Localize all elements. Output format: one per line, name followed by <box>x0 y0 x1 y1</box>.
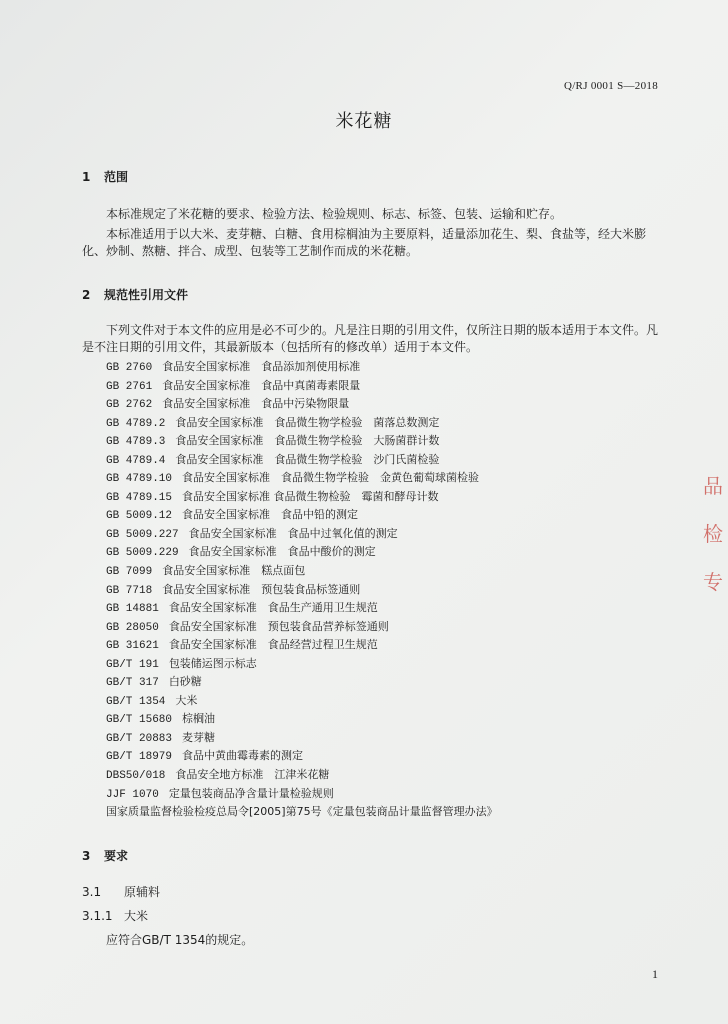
reference-code: GB 5009.229 <box>106 547 179 560</box>
subsubsection-number: 3.1.1 <box>82 909 113 923</box>
subsubsection-title: 大米 <box>124 909 149 923</box>
reference-code: GB 4789.10 <box>106 473 173 486</box>
reference-item <box>106 655 498 674</box>
reference-item <box>106 766 498 785</box>
reference-code: GB 4789.3 <box>106 436 166 449</box>
reference-name: 棕榈油 <box>182 712 216 726</box>
reference-item <box>106 395 498 414</box>
reference-code: GB 4789.2 <box>106 417 166 430</box>
reference-code: GB 2761 <box>106 380 153 393</box>
reference-name: 国家质量监督检验检疫总局令[2005]第75号《定量包装商品计量监督管理办法》 <box>106 805 498 819</box>
subsection-heading-raw-materials <box>82 883 160 900</box>
section-heading-refs <box>82 286 188 303</box>
reference-name: 食品安全国家标准 食品微生物学检验 金黄色葡萄球菌检验 <box>182 471 480 485</box>
reference-name: 食品安全国家标准 食品微生物学检验 大肠菌群计数 <box>175 434 440 448</box>
reference-item <box>106 414 498 433</box>
reference-code: GB 28050 <box>106 621 159 634</box>
reference-name: 食品安全国家标准 食品中酸价的测定 <box>188 545 376 559</box>
reference-name: 食品安全国家标准 预包装食品营养标签通则 <box>168 619 389 633</box>
reference-name: 食品安全国家标准 食品中真菌毒素限量 <box>162 378 361 392</box>
page-number: 1 <box>652 967 658 981</box>
reference-name: 食品安全国家标准 食品中铅的测定 <box>182 508 359 522</box>
reference-item <box>106 636 498 655</box>
rice-requirement-text: 应符合GB/T 1354的规定。 <box>106 933 254 947</box>
seal-stamp <box>703 462 728 632</box>
reference-code: GB 5009.227 <box>106 528 179 541</box>
reference-name: 食品安全国家标准 糕点面包 <box>162 564 306 578</box>
document-code: Q/RJ 0001 S—2018 <box>563 80 658 92</box>
reference-name: 食品安全国家标准 食品微生物学检验 沙门氏菌检验 <box>175 452 440 466</box>
reference-name: 定量包装商品净含量计量检验规则 <box>168 786 334 800</box>
reference-code: DBS50/018 <box>106 770 166 783</box>
reference-item <box>106 803 498 822</box>
reference-item <box>106 618 498 637</box>
reference-item <box>106 377 498 396</box>
reference-item <box>106 432 498 451</box>
section-number: 2 <box>82 288 91 302</box>
reference-name: 麦芽糖 <box>182 730 216 744</box>
reference-name: 食品安全国家标准 预包装食品标签通则 <box>162 582 361 596</box>
reference-code: GB 14881 <box>106 603 159 616</box>
reference-item <box>106 469 498 488</box>
reference-name: 包装储运图示标志 <box>168 656 257 670</box>
reference-name: 白砂糖 <box>168 675 202 689</box>
section-title: 范围 <box>104 170 129 184</box>
reference-item <box>106 673 498 692</box>
reference-code: GB/T 15680 <box>106 714 173 727</box>
subsection-title: 原辅料 <box>124 885 161 899</box>
document-title: 米花糖 <box>335 111 393 132</box>
reference-code: GB 5009.12 <box>106 510 173 523</box>
reference-item <box>106 710 498 729</box>
reference-item <box>106 785 498 804</box>
reference-code: GB/T 317 <box>106 677 159 690</box>
reference-item <box>106 543 498 562</box>
reference-item <box>106 562 498 581</box>
reference-code: GB/T 1354 <box>106 695 166 708</box>
section-heading-scope <box>82 168 128 185</box>
subsection-number: 3.1 <box>82 885 102 899</box>
reference-name: 食品安全国家标准 食品添加剂使用标准 <box>162 360 361 373</box>
section-title: 要求 <box>104 849 129 863</box>
section-number: 3 <box>82 849 91 863</box>
reference-name: 食品安全国家标准 食品中过氧化值的测定 <box>188 526 398 540</box>
reference-item <box>106 599 498 618</box>
reference-code: GB 4789.4 <box>106 454 166 467</box>
reference-name: 食品安全国家标准 食品微生物检验 霉菌和酵母计数 <box>182 489 439 503</box>
reference-item <box>106 506 498 525</box>
scope-paragraph-2: 本标准适用于以大米、麦芽糖、白糖、食用棕榈油为主要原料，适量添加花生、梨、食盐等，经大米膨化、炒制、熬糖、拌合、成型、包装等工艺制作而成的米花糖。 <box>82 227 647 258</box>
section-number: 1 <box>82 170 91 184</box>
reference-code: GB 2762 <box>106 399 153 412</box>
section-heading-requirements <box>82 847 128 864</box>
reference-name: 大米 <box>175 693 198 707</box>
reference-code: GB 2760 <box>106 362 153 374</box>
section-title: 规范性引用文件 <box>104 288 189 302</box>
reference-item <box>106 358 498 377</box>
reference-name: 食品安全国家标准 食品中污染物限量 <box>162 397 350 411</box>
reference-name: 食品安全地方标准 江津米花糖 <box>175 768 330 782</box>
reference-code: GB/T 20883 <box>106 732 173 745</box>
reference-name: 食品安全国家标准 食品生产通用卫生规范 <box>168 601 378 615</box>
scope-paragraph-1: 本标准规定了米花糖的要求、检验方法、检验规则、标志、标签、包装、运输和贮存。 <box>106 207 563 221</box>
seal-char: 检 <box>703 522 723 546</box>
reference-code: GB 4789.15 <box>106 491 173 504</box>
reference-name: 食品安全国家标准 食品微生物学检验 菌落总数测定 <box>175 415 440 429</box>
seal-char: 专 <box>703 570 723 594</box>
reference-code: GB/T 191 <box>106 658 159 671</box>
subsubsection-heading-rice <box>82 907 148 924</box>
reference-code: JJF 1070 <box>106 788 159 801</box>
reference-name: 食品中黄曲霉毒素的测定 <box>182 749 304 763</box>
reference-item <box>106 692 498 711</box>
reference-item <box>106 729 498 748</box>
reference-item <box>106 581 498 600</box>
reference-code: GB/T 18979 <box>106 751 173 764</box>
reference-code: GB 31621 <box>106 640 159 653</box>
reference-code: GB 7718 <box>106 584 153 597</box>
reference-item <box>106 747 498 766</box>
reference-code: GB 7099 <box>106 566 153 579</box>
reference-name: 食品安全国家标准 食品经营过程卫生规范 <box>168 638 378 652</box>
refs-intro: 下列文件对于本文件的应用是必不可少的。凡是注日期的引用文件，仅所注日期的版本适用于本文件。凡是不注日期的引用文件，其最新版本（包括所有的修改单）适用于本文件。 <box>82 323 659 354</box>
reference-item <box>106 451 498 470</box>
seal-char: 品 <box>703 474 723 498</box>
reference-item <box>106 525 498 544</box>
reference-item <box>106 488 498 507</box>
reference-list <box>106 358 498 822</box>
